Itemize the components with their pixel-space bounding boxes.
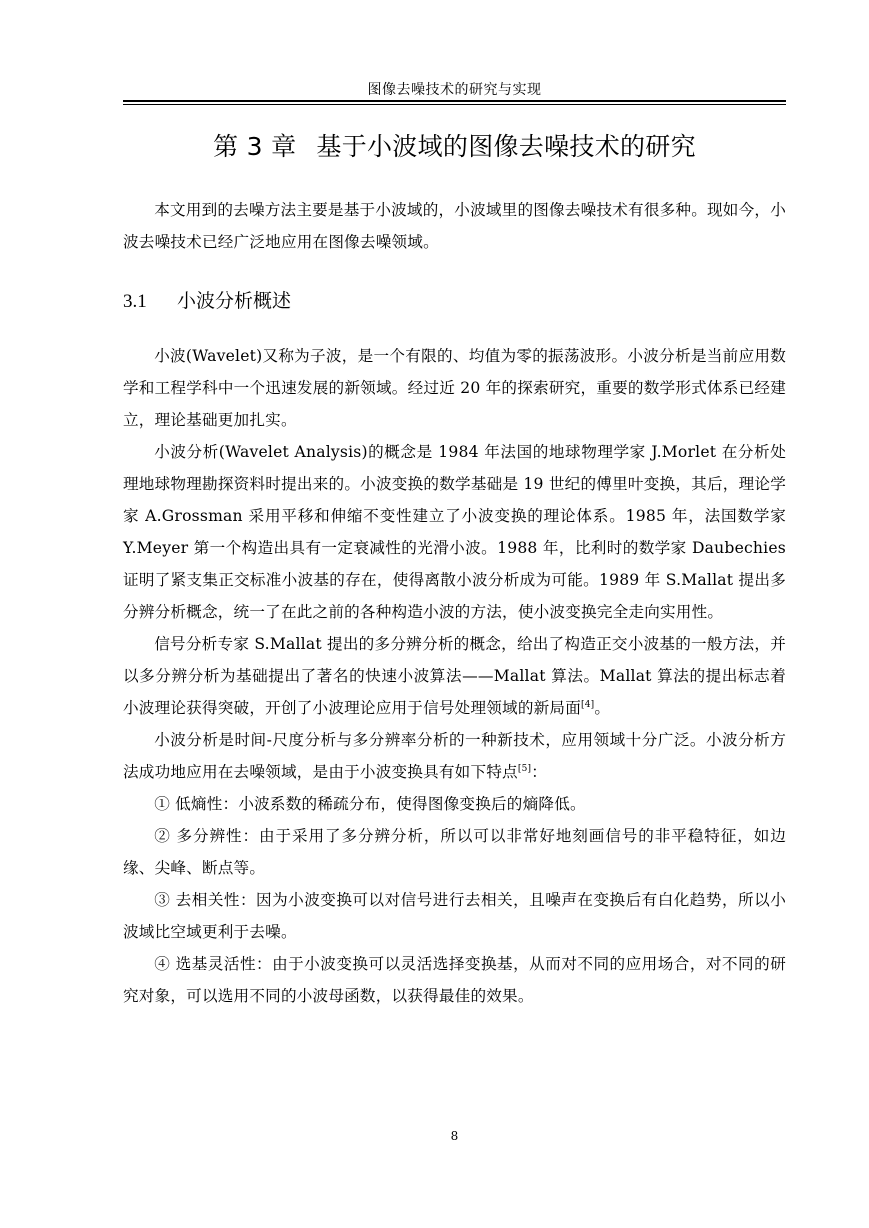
paragraph-mallat-text: 信号分析专家 S.Mallat 提出的多分辨分析的概念，给出了构造正交小波基的一般方法，并以多分辨分析为基础提出了著名的快速小波算法——Mallat 算法。Mallat 算法的提出标志着小波理论获得突破，开创了小波理论应用于信号处理领域的新局面 (123, 635, 786, 717)
running-header: 图像去噪技术的研究与实现 (367, 82, 542, 98)
paragraph-wavelet-definition: 小波(Wavelet)又称为子波，是一个有限的、均值为零的振荡波形。小波分析是当前应用数学和工程学科中一个迅速发展的新领域。经过近 20 年的探索研究，重要的数学形式体系已经建立，理论基础更加扎实。 (123, 347, 786, 429)
citation-5: [5] (517, 763, 532, 774)
page-number: 8 (450, 1129, 459, 1143)
chapter-number: 第 3 章 (213, 132, 297, 161)
section-title: 小波分析概述 (177, 290, 292, 312)
header-rule-thick (123, 100, 786, 102)
chapter-title-text: 基于小波域的图像去噪技术的研究 (316, 132, 696, 161)
feature-item-basis-flexibility: ④ 选基灵活性：由于小波变换可以灵活选择变换基，从而对不同的应用场合，对不同的研究对象，可以选用不同的小波母函数，以获得最佳的效果。 (123, 955, 786, 1005)
citation-4: [4] (581, 699, 595, 710)
paragraph-mallat-end: 。 (594, 699, 611, 717)
section-body (123, 340, 786, 1012)
paragraph-features-end: ： (531, 763, 548, 781)
header-rule-thin (123, 104, 786, 105)
paragraph-features-intro (123, 724, 786, 788)
feature-item-low-entropy: ① 低熵性：小波系数的稀疏分布，使得图像变换后的熵降低。 (154, 795, 586, 813)
intro-paragraph: 本文用到的去噪方法主要是基于小波域的，小波域里的图像去噪技术有很多种。现如今，小波去噪技术已经广泛地应用在图像去噪领域。 (123, 201, 786, 251)
section-number: 3.1 (123, 291, 147, 312)
feature-item-multiresolution: ② 多分辨性：由于采用了多分辨分析，所以可以非常好地刻画信号的非平稳特征，如边缘、尖峰、断点等。 (123, 827, 786, 877)
paragraph-mallat (123, 628, 786, 724)
section-heading (123, 285, 786, 318)
paragraph-features-text: 小波分析是时间-尺度分析与多分辨率分析的一种新技术，应用领域十分广泛。小波分析方法成功地应用在去噪领域，是由于小波变换具有如下特点 (123, 731, 786, 781)
intro-block (123, 194, 786, 258)
chapter-title (123, 130, 786, 164)
paragraph-wavelet-history: 小波分析(Wavelet Analysis)的概念是 1984 年法国的地球物理学家 J.Morlet 在分析处理地球物理勘探资料时提出来的。小波变换的数学基础是 19 世纪的傅里叶变换，其后，理论学家 A.Grossman 采用平移和伸缩不变性建立了小波变换的理论体系。1985 年，法国数学家 Y.Meyer 第一个构造出具有一定衰减性的光滑小波。1988 年，比利时的数学家 Daubechies 证明了紧支集正交标准小波基的存在，使得离散小波分析成为可能。1989 年 S.Mallat 提出多分辨分析概念，统一了在此之前的各种构造小波的方法，使小波变换完全走向实用性。 (123, 443, 786, 621)
feature-item-decorrelation: ③ 去相关性：因为小波变换可以对信号进行去相关，且噪声在变换后有白化趋势，所以小波域比空域更利于去噪。 (123, 891, 786, 941)
